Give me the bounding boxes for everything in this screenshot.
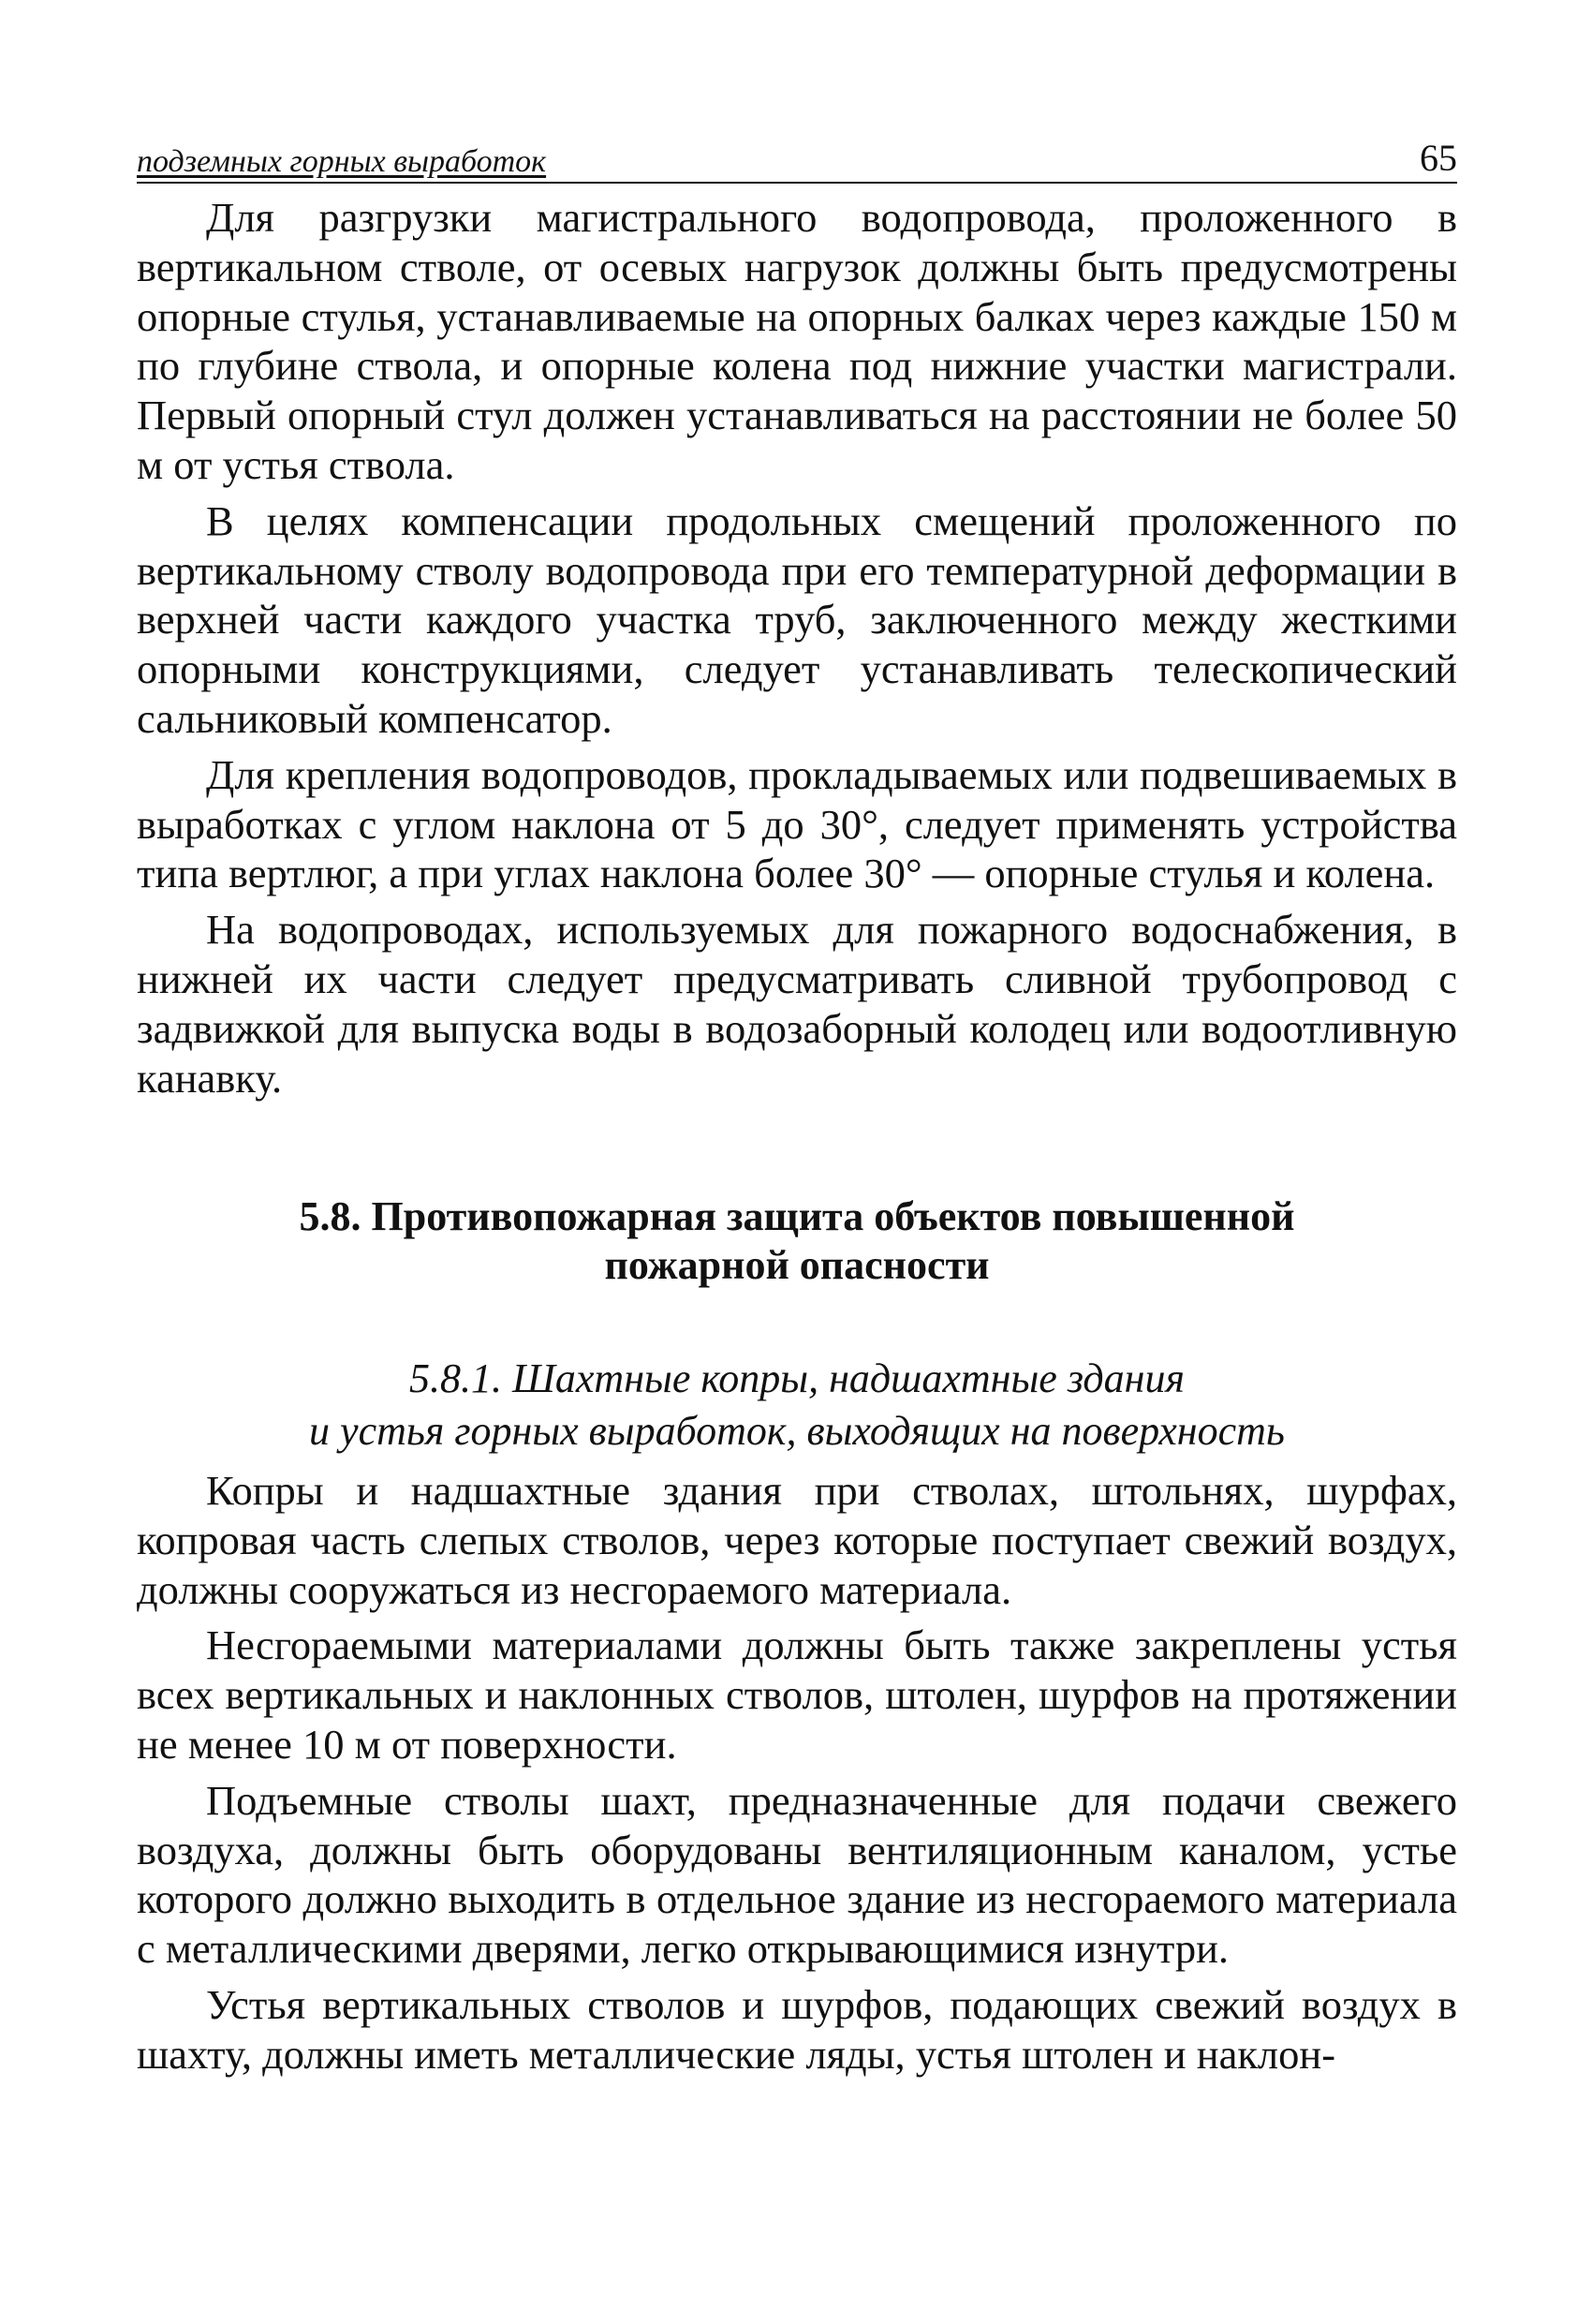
paragraph: В целях компенсации продольных смещений проложенного по вертикальному стволу водопровода при его температурной деформации в верхней части каждого участка труб, заключенного между жесткими опорными конструкциями, следует устанавливать телескопический сальниковый компенсатор. — [137, 496, 1457, 742]
paragraph: Для крепления водопроводов, прокладываемых или подвешиваемых в выработках с углом наклона от 5 до 30°, следует применять устройства типа вертлюг, а при углах наклона более 30° — опорные стулья и колена. — [137, 750, 1457, 897]
paragraph: Для разгрузки магистрального водопровода, проложенного в вертикальном стволе, от осевых нагрузок должны быть предусмотрены опорные стулья, устанавливаемые на опорных балках через каждые 150 м по глубине ствола, и опорные колена под нижние участки магистрали. Первый опорный стул должен устанавливаться на расстоянии не более 50 м от устья ствола. — [137, 194, 1457, 488]
body-text-bottom — [137, 1466, 1457, 2080]
subsection-heading-line: и устья горных выработок, выходящих на поверхность — [309, 1408, 1285, 1454]
running-header — [137, 131, 1457, 184]
subsection-heading — [137, 1353, 1457, 1458]
page-number: 65 — [1420, 137, 1457, 179]
section-heading-line: 5.8. Противопожарная защита объектов повышенной — [299, 1193, 1295, 1239]
subsection-heading-line: 5.8.1. Шахтные копры, надшахтные здания — [409, 1355, 1185, 1401]
section-heading-line: пожарной опасности — [604, 1242, 990, 1288]
running-title: подземных горных выработок — [137, 144, 547, 179]
body-text-top — [137, 193, 1457, 1103]
section-heading — [137, 1192, 1457, 1290]
paragraph: Несгораемыми материалами должны быть также закреплены устья всех вертикальных и наклонных стволов, штолен, шурфов на протяжении не менее 10 м от поверхности. — [137, 1621, 1457, 1768]
paragraph: Устья вертикальных стволов и шурфов, подающих свежий воздух в шахту, должны иметь металлические ляды, устья штолен и наклон- — [137, 1980, 1457, 2078]
paragraph: На водопроводах, используемых для пожарного водоснабжения, в нижней их части следует предусматривать сливной трубопровод с задвижкой для выпуска воды в водозаборный колодец или водоотливную канавку. — [137, 906, 1457, 1102]
paragraph: Подъемные стволы шахт, предназначенные для подачи свежего воздуха, должны быть оборудованы вентиляционным каналом, устье которого должно выходить в отдельное здание из несгораемого материала с металлическими дверями, легко открывающимися изнутри. — [137, 1776, 1457, 1973]
paragraph: Копры и надшахтные здания при стволах, штольнях, шурфах, копровая часть слепых стволов, через которые поступает свежий воздух, должны сооружаться из несгораемого материала. — [137, 1467, 1457, 1613]
